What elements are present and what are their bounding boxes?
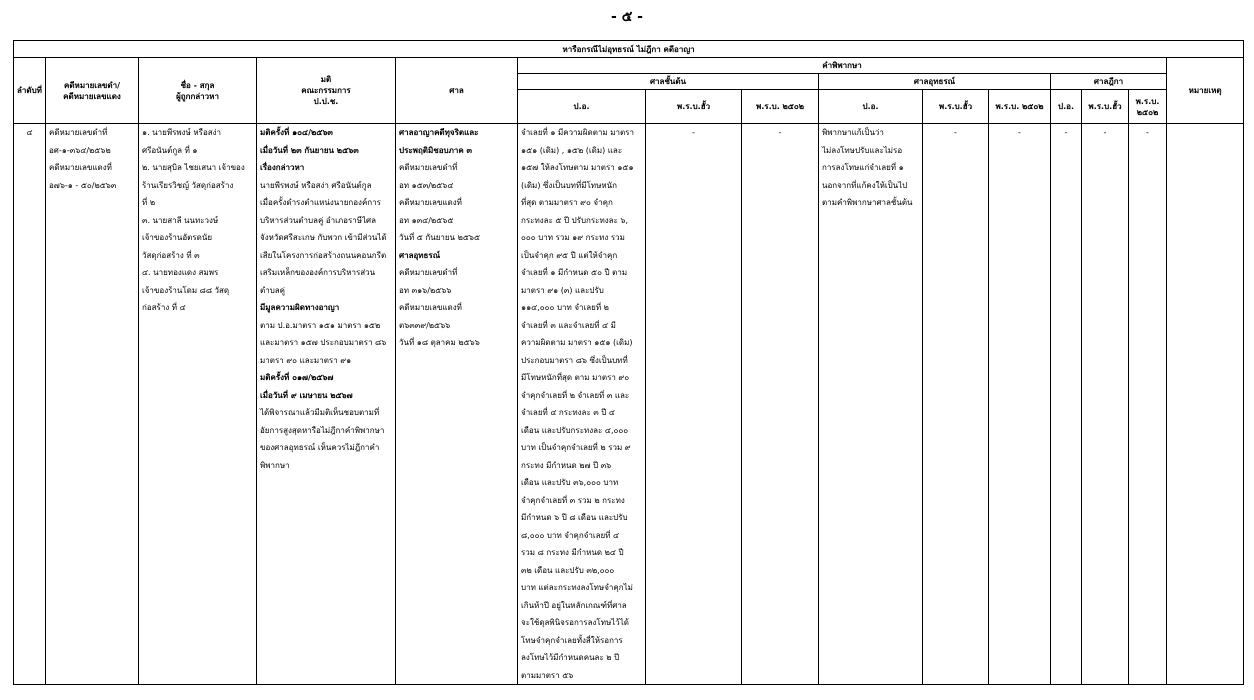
table-row [14,124,1244,685]
resolution-first-date: เมื่อวันที่ ๒๓ กันยายน ๒๕๖๓ [260,145,359,155]
header-court-first: ศาลชั้นต้น [518,74,819,90]
header-supreme-penal: ป.อ. [1051,90,1082,124]
page-number: - ๕ - [611,9,643,25]
verdict-title: มีมูลความผิดทางอาญา [260,303,340,312]
header-resolution: มติ คณะกรรมการ ป.ป.ช. [257,58,396,124]
court-appeal-title: ศาลอุทธรณ์ [399,250,441,260]
court-first-text: คดีหมายเลขดำที่ อท ๑๕๓/๒๕๖๔ คดีหมายเลขแดงที่ อท ๑๓๔/๒๕๖๕ วันที่ ๕ กันยายน ๒๕๖๕ [399,163,481,242]
header-remark: หมายเหตุ [1167,58,1244,124]
allegation-text: นายพีรพงษ์ หรือสง่า ศรีอนันต์กูล เมื่อครั้งดำรงตำแหน่งนายกองค์การ บริหารส่วนตำบลคู่ อำเภอราษีไศล จังหวัดศรีสะเกษ กับพวก เข้ามีส่วนได้ เสียในโครงการก่อสร้างถนนคอนกรีต เสริมเหล็กขององค์การบริหารส่วน ตำบลคู่ [260,180,387,295]
resolution-second-date: เมื่อวันที่ ๙ เมษายน ๒๕๖๗ [260,390,353,400]
header-appeal-2502: พ.ร.บ. ๒๕๐๒ [989,90,1051,124]
header-no: ลำดับที่ [14,58,46,124]
header-court-appeal: ศาลอุทธรณ์ [819,74,1051,90]
header-judgment: คำพิพากษา [518,58,1167,74]
supreme-2502-judgment: - [1129,124,1167,685]
resolution-second-text: ได้พิจารณาแล้วมีมติเห็นชอบตามที่ อัยการสูงสุดหารือไม่ฎีกาคำพิพากษา ของศาลอุทธรณ์ เห็นควรไม่ฎีกาคำ พิพากษา [260,408,385,470]
appeal-penal-judgment: พิพากษาแก้เป็นว่า ไม่ลงโทษปรับและไม่รอ การลงโทษแก่จำเลยที่ ๑ นอกจากที่แก้คงให้เป็นไป ตามคำพิพากษาศาลชั้นต้น [819,124,923,685]
row-no: ๔ [14,124,46,685]
group-title: หารือกรณีไม่อุทธรณ์ ไม่ฎีกา คดีอาญา [14,41,1244,58]
header-supreme-pbs: พ.ร.บ.ฮั้ว [1082,90,1129,124]
supreme-penal-judgment: - [1051,124,1082,685]
resolution-second-title: มติครั้งที่ ๐๑๗/๒๕๖๗ [260,373,334,382]
header-accused: ชื่อ - สกุล ผู้ถูกกล่าวหา [139,58,257,124]
header-first-penal: ป.อ. [518,90,646,124]
row-case-no: คดีหมายเลขดำที่ อศ-๑-๓๖๔/๒๕๖๒ คดีหมายเลขแดงที่ อ๗๖-๑ - ๕๐/๒๕๖๓ [46,124,139,685]
appeal-pbs-judgment: - [923,124,989,685]
header-appeal-penal: ป.อ. [819,90,923,124]
row-remark [1167,124,1244,685]
first-2502-judgment: - [742,124,819,685]
first-pbs-judgment: - [646,124,742,685]
header-court-supreme: ศาลฎีกา [1051,74,1167,90]
header-first-pbs: พ.ร.บ.ฮั้ว [646,90,742,124]
header-appeal-pbs: พ.ร.บ.ฮั้ว [923,90,989,124]
header-supreme-2502: พ.ร.บ. ๒๕๐๒ [1129,90,1167,124]
case-table [13,40,1244,685]
header-case-no: คดีหมายเลขดำ/ คดีหมายเลขแดง [46,58,139,124]
first-penal-judgment: จำเลยที่ ๑ มีความผิดตาม มาตรา ๑๕๑ (เดิม) , ๑๕๒ (เดิม) และ ๑๕๗ ให้ลงโทษตาม มาตรา ๑๕๑ (เดิม) ซึ่งเป็นบทที่มีโทษหนัก ที่สุด ตามมาตรา ๙๐ จำคุก กระทงละ ๕ ปี ปรับกระทงละ ๖, ๐๐๐ บาท รวม ๑๙ กระทง รวม เป็นจำคุก ๙๕ ปี แต่ให้จำคุก จำเลยที่ ๑ มีกำหนด ๕๐ ปี ตาม มาตรา ๙๑ (๓) และปรับ ๑๑๔,๐๐๐ บาท จำเลยที่ ๒ จำเลยที่ ๓ และจำเลยที่ ๔ มี ความผิดตาม มาตรา ๑๕๑ (เดิม) ประกอบมาตรา ๘๖ ซึ่งเป็นบทที่ มีโทษหนักที่สุด ตาม มาตรา ๙๐ จำคุกจำเลยที่ ๒ จำเลยที่ ๓ และ จำเลยที่ ๔ กระทงละ ๓ ปี ๔ เดือน และปรับกระทงละ ๔,๐๐๐ บาท เป็นจำคุกจำเลยที่ ๒ รวม ๙ กระทง มีกำหนด ๒๗ ปี ๓๖ เดือน และปรับ ๓๖,๐๐๐ บาท จำคุกจำเลยที่ ๓ รวม ๒ กระทง มีกำหนด ๖ ปี ๘ เดือน และปรับ ๘,๐๐๐ บาท จำคุกจำเลยที่ ๔ รวม ๘ กระทง มีกำหนด ๒๔ ปี ๓๒ เดือน และปรับ ๓๒,๐๐๐ บาท แต่ละกระทงลงโทษจำคุกไม่ เกินห้าปี อยู่ในหลักเกณฑ์ที่ศาล จะใช้ดุลพินิจรอการลงโทษไว้ได้ โทษจำคุกจำเลยทั้งสี่ให้รอการ ลงโทษไว้มีกำหนดคนละ ๒ ปี ตามมาตรา ๕๖ [518,124,646,685]
header-court: ศาล [396,58,518,124]
header-first-2502: พ.ร.บ. ๒๕๐๒ [742,90,819,124]
row-resolution [257,124,396,685]
row-accused: ๑. นายพีรพงษ์ หรือสง่า ศรีอนันต์กูล ที่ ๑ ๒. นายสุบิล ไชยเสนา เจ้าของ ร้านเรียรวิชญ์ วัสดุก่อสร้าง ที่ ๒ ๓. นายสาลี นนทะวงษ์ เจ้าของร้านอัตรดนัย วัสดุก่อสร้าง ที่ ๓ ๔. นายทองแดง สมพร เจ้าของร้านโดม ๘๘ วัสดุ ก่อสร้าง ที่ ๔ [139,124,257,685]
court-appeal-text: คดีหมายเลขดำที่ อท ๓๑๖/๒๕๖๖ คดีหมายเลขแดงที่ ต๖๓๓๙/๒๕๖๖ วันที่ ๑๘ ตุลาคม ๒๕๖๖ [399,268,480,347]
appeal-2502-judgment: - [989,124,1051,685]
supreme-pbs-judgment: - [1082,124,1129,685]
verdict-text: ตาม ป.อ.มาตรา ๑๕๑ มาตรา ๑๕๒ และมาตรา ๑๕๗ ประกอบมาตรา ๘๖ มาตรา ๙๐ และมาตรา ๙๑ [260,320,387,365]
court-first-title: ศาลอาญาคดีทุจริตและ ประพฤติมิชอบภาค ๓ [399,128,479,155]
resolution-first-title: มติครั้งที่ ๑๐๔/๒๕๖๓ [260,128,333,137]
allegation-title: เรื่องกล่าวหา [260,163,305,172]
row-court [396,124,518,685]
